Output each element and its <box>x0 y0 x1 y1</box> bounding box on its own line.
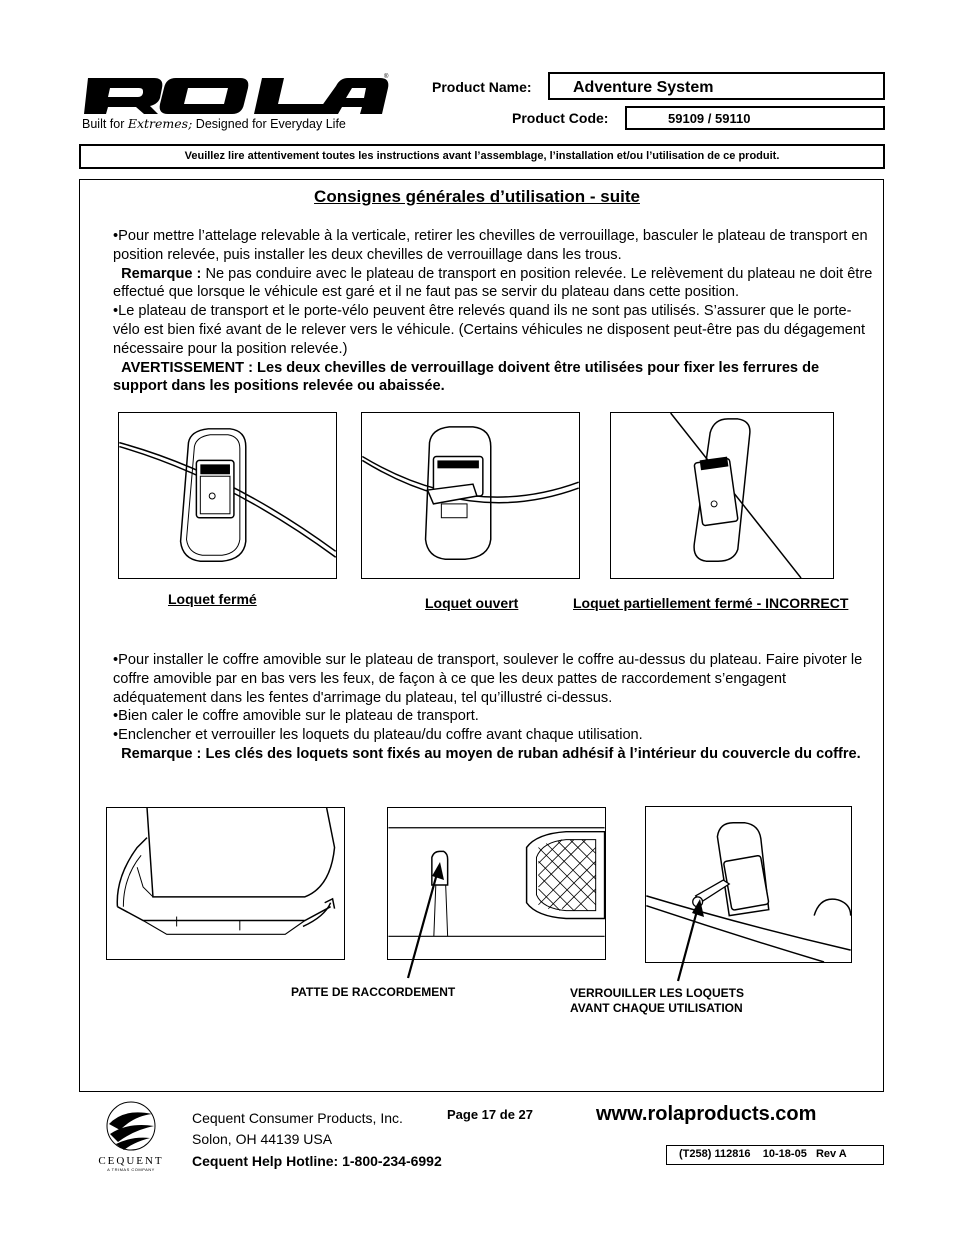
cequent-logo <box>96 1100 166 1175</box>
figure-latch-closed <box>118 412 337 579</box>
arrow-connecting-tab <box>400 850 450 982</box>
note-label: Remarque : <box>121 265 202 282</box>
instruction-paragraph: •Pour mettre l’attelage relevable à la verticale, retirer les chevilles de verrouillage, basculer le plateau de transport en position relevée, puis installer les deux chevilles de verrouillage dans les trous. <box>113 228 868 263</box>
figure-latch-open <box>361 412 580 579</box>
caption-latch-incorrect: Loquet partiellement fermé - INCORRECT <box>573 595 849 611</box>
note-paragraph: Remarque : Ne pas conduire avec le plateau de transport en position relevée. Le relèvement du plateau ne doit être effectué que lorsque le véhicule est garé et il ne faut pas se servir du plateau dans cette position. <box>113 265 873 301</box>
section-title: Consignes générales d’utilisation - suite <box>314 187 640 206</box>
caption-latch-open: Loquet ouvert <box>425 595 519 611</box>
doc-code: (T258) 112816 10-18-05 Rev A <box>679 1148 847 1160</box>
doc-code-box <box>666 1145 884 1165</box>
instruction-paragraph: •Le plateau de transport et le porte-vélo peuvent être relevés quand ils ne sont pas utilisés. S’assurer que le porte-vélo est bien fixé avant de le relever vers le véhicule. (Certains véhicules ne disposent peut-être pas du dégagement nécessaire pour la position relevée.) <box>113 303 866 357</box>
help-hotline: Cequent Help Hotline: 1-800-234-6992 <box>192 1153 442 1169</box>
product-code-box <box>625 106 885 130</box>
website-link[interactable]: www.rolaproducts.com <box>596 1103 817 1125</box>
page-number: Page 17 de 27 <box>447 1107 533 1122</box>
product-code-label: Product Code: <box>512 110 609 126</box>
notice-box <box>79 144 885 169</box>
caption-connecting-tab: PATTE DE RACCORDEMENT <box>291 985 456 999</box>
tagline-extreme: Extremes; <box>127 116 193 131</box>
warning-paragraph: AVERTISSEMENT : Les deux chevilles de verrouillage doivent être utilisées pour fixer les ferrures de support dans les positions relevée ou abaissée. <box>113 359 820 395</box>
product-name-value: Adventure System <box>573 79 714 96</box>
arrow-lock-latch <box>670 895 710 985</box>
notice-text: Veuillez lire attentivement toutes les instructions avant l’assemblage, l’installation et/ou l’utilisation de ce produit. <box>184 150 780 162</box>
instruction-paragraph: •Pour installer le coffre amovible sur le plateau de transport, soulever le coffre au-dessus du plateau. Faire pivoter le coffre amovible par en bas vers les feux, de façon à ce que les deux pattes de raccordement s’engagent adéquatement dans les fentes d'arrimage du plateau, tel qu’illustré ci-dessus. <box>113 652 863 706</box>
company-name: Cequent Consumer Products, Inc. <box>192 1110 403 1126</box>
cequent-logo-subtext: A TRIMAS COMPANY <box>107 1167 155 1172</box>
product-code-value: 59109 / 59110 <box>668 111 751 126</box>
instruction-paragraph: •Bien caler le coffre amovible sur le plateau de transport. <box>113 708 479 725</box>
product-name-box <box>548 72 885 100</box>
product-name-label: Product Name: <box>432 79 532 95</box>
tagline: Built for Extremes; Designed for Everyday Life <box>82 116 346 131</box>
figure-cargo-box-pivot <box>106 807 345 960</box>
caption-lock-latches: VERROUILLER LES LOQUETS AVANT CHAQUE UTILISATION <box>570 986 745 1015</box>
instructions-block-2 <box>113 651 873 764</box>
note-paragraph: Remarque : Les clés des loquets sont fixés au moyen de ruban adhésif à l’intérieur du couvercle du coffre. <box>121 745 861 762</box>
figure-latch-partially-closed <box>610 412 834 579</box>
cequent-logo-text: CEQUENT <box>98 1155 164 1167</box>
caption-latch-closed: Loquet fermé <box>168 591 257 607</box>
company-address: Solon, OH 44139 USA <box>192 1131 333 1147</box>
svg-text:®: ® <box>384 74 389 80</box>
instruction-paragraph: •Enclencher et verrouiller les loquets du plateau/du coffre avant chaque utilisation. <box>113 727 643 744</box>
instructions-block-1 <box>113 227 873 396</box>
